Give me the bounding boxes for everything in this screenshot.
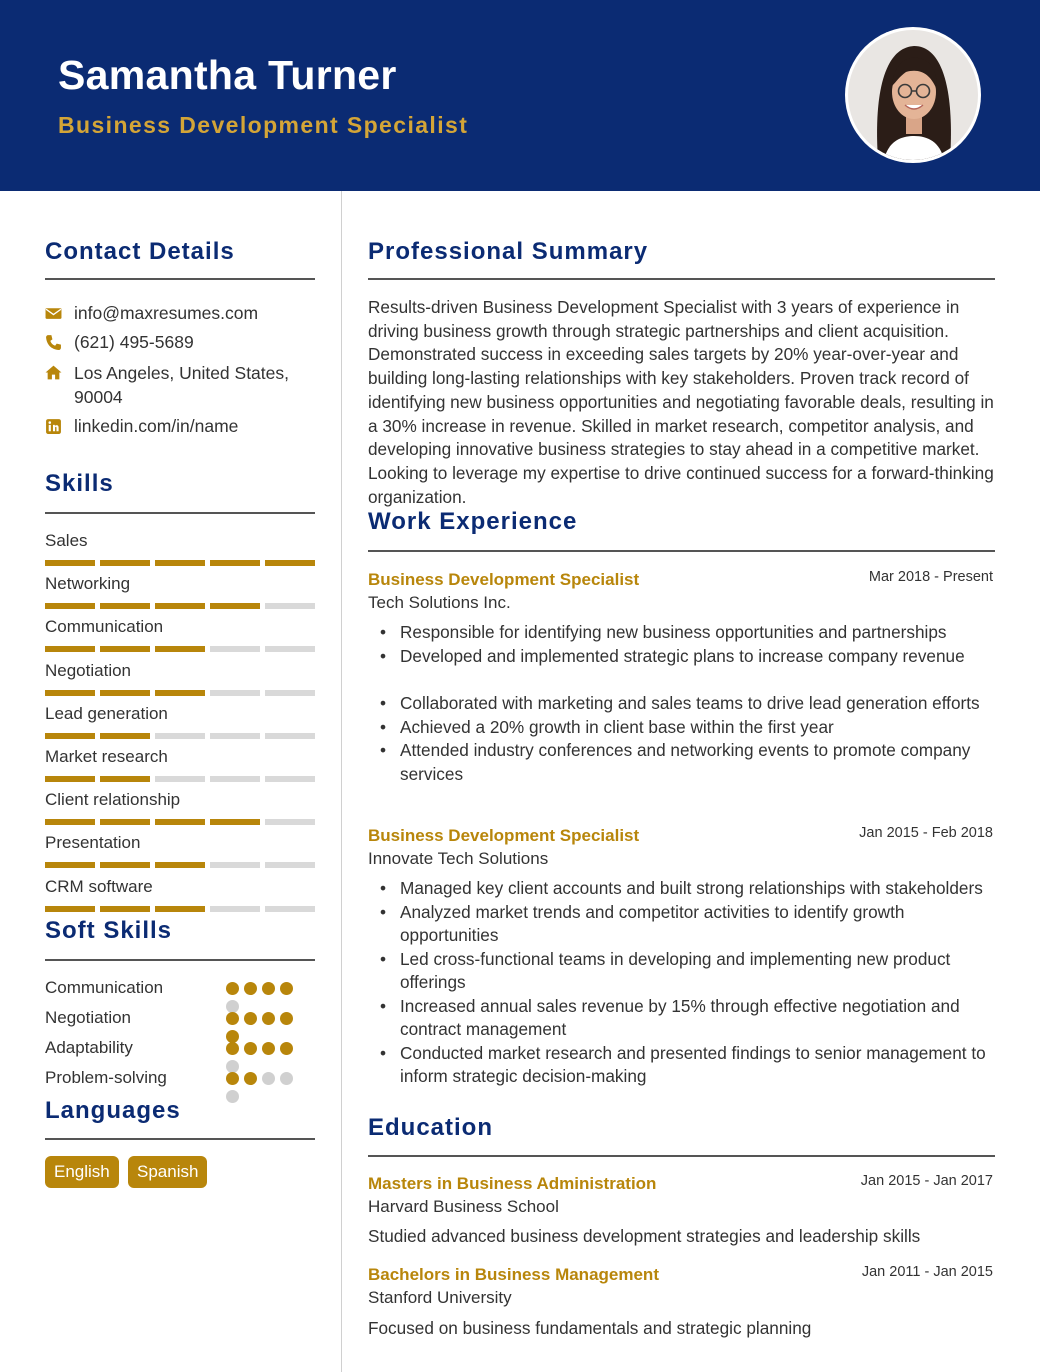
edu-desc: Focused on business fundamentals and strategic planning [368,1318,812,1338]
language-tag: English [45,1156,119,1188]
profile-photo-image [848,30,978,160]
rating-dot [226,982,239,995]
skill-level-segment [45,906,95,912]
skill-level-segment [210,560,260,566]
skill-name: CRM software [45,876,153,896]
contact-address-line2: 90004 [74,387,123,407]
skill-level-segment [210,776,260,782]
skill-level-segment [100,862,150,868]
job-date: Mar 2018 - Present [868,569,993,585]
skill-level-segment [45,862,95,868]
job-company: Tech Solutions Inc. [368,593,511,612]
soft-skill-name: Communication [45,978,164,997]
job-bullet: • Led cross-functional teams in developing and implementing new product offerings [368,948,996,995]
skill-level-segment [265,690,315,696]
skill-level-segment [265,560,315,566]
skill-level-segment [155,690,205,696]
rating-dot [262,1072,275,1085]
soft-skills-title: Soft Skills [45,917,173,944]
contact-title: Contact Details [45,238,235,265]
rating-dot [262,1042,275,1055]
edu-degree: Bachelors in Business Management [368,1265,659,1284]
skill-level-segment [155,862,205,868]
skills-rule [45,512,315,514]
skill-level-bar [45,646,315,652]
job-bullet: • Achieved a 20% growth in client base within the first year [368,716,996,740]
rating-dot [280,1012,293,1025]
soft-skills-rule [45,959,315,961]
contact-phone[interactable] [45,332,194,353]
summary-title: Professional Summary [368,238,649,265]
contact-address-line1: Los Angeles, United States, [74,363,289,383]
skill-level-segment [155,906,205,912]
edu-date: Jan 2011 - Jan 2015 [861,1264,993,1280]
soft-skill-rating [226,1012,296,1043]
rating-dot [244,1012,257,1025]
skill-level-segment [45,603,95,609]
rating-dot [262,982,275,995]
phone-icon [45,334,62,351]
skill-level-segment [45,690,95,696]
contact-linkedin-text: linkedin.com/in/name [74,416,239,436]
rating-dot [280,1042,293,1055]
education-title: Education [368,1114,494,1141]
experience-title: Work Experience [368,508,578,535]
skill-level-segment [155,819,205,825]
contact-email[interactable] [45,303,258,324]
soft-skill-name: Adaptability [45,1038,133,1057]
job-bullet: • Developed and implemented strategic plans to increase company revenue [368,645,996,669]
skill-level-segment [265,906,315,912]
rating-dot [262,1012,275,1025]
skill-level-segment [155,560,205,566]
skill-name: Sales [45,531,88,550]
job-date: Jan 2015 - Feb 2018 [859,825,993,841]
skill-level-segment [100,560,150,566]
skill-name: Presentation [45,833,141,853]
skill-level-segment [100,906,150,912]
skill-level-segment [210,819,260,825]
skill-level-bar [45,733,315,739]
soft-skill-name: Negotiation [45,1008,132,1027]
column-divider [341,191,342,1372]
skill-level-segment [45,560,95,566]
skill-level-segment [210,906,260,912]
soft-skill-rating [226,982,296,1013]
languages-title: Languages [45,1097,181,1124]
job-title: Business Development Specialist [368,570,640,589]
skill-level-segment [210,862,260,868]
skill-level-segment [265,733,315,739]
edu-desc: Studied advanced business development strategies and leadership skills [368,1226,921,1246]
skill-level-segment [210,733,260,739]
skill-name: Communication [45,617,164,637]
job-bullet: • Collaborated with marketing and sales teams to drive lead generation efforts [368,692,996,716]
skill-level-segment [265,603,315,609]
skill-name: Market research [45,747,168,766]
skill-level-segment [155,603,205,609]
summary-rule [368,278,995,280]
skill-level-bar [45,603,315,609]
rating-dot [244,1072,257,1085]
contact-address [45,362,289,409]
skill-level-segment [45,733,95,739]
skill-level-segment [155,646,205,652]
profile-photo [845,27,981,163]
edu-date: Jan 2015 - Jan 2017 [860,1173,993,1189]
skill-level-segment [100,776,150,782]
rating-dot [226,1072,239,1085]
skill-level-bar [45,819,315,825]
job-bullets [368,621,996,786]
rating-dot [226,1090,239,1103]
job-bullet: • Responsible for identifying new business opportunities and partnerships [368,621,996,645]
skill-name: Client relationship [45,790,181,810]
job-company: Innovate Tech Solutions [368,849,549,868]
edu-degree: Masters in Business Administration [368,1174,657,1193]
candidate-name: Samantha Turner [58,52,397,98]
education-rule [368,1155,995,1157]
candidate-role: Business Development Specialist [58,112,469,138]
job-bullet: • Managed key client accounts and built strong relationships with stakeholders [368,877,996,901]
rating-dot [280,1072,293,1085]
skill-name: Networking [45,574,131,594]
job-bullet: • Conducted market research and presented findings to senior management to inform strategic decision-making [368,1042,996,1089]
linkedin-icon [45,418,62,435]
skill-level-segment [100,819,150,825]
skill-level-segment [155,733,205,739]
job-bullet: • Increased annual sales revenue by 15% through effective negotiation and contract management [368,995,996,1042]
skill-level-bar [45,862,315,868]
skill-level-segment [210,690,260,696]
rating-dot [280,982,293,995]
skill-level-segment [100,690,150,696]
rating-dot [244,982,257,995]
rating-dot [226,1012,239,1025]
edu-school: Stanford University [368,1288,512,1307]
languages-rule [45,1138,315,1140]
edu-school: Harvard Business School [368,1197,559,1216]
job-bullet: • Attended industry conferences and networking events to promote company services [368,739,996,786]
skill-level-segment [210,646,260,652]
skill-level-segment [100,733,150,739]
skill-level-segment [265,819,315,825]
skill-level-segment [265,776,315,782]
soft-skill-rating [226,1042,296,1073]
skill-level-bar [45,560,315,566]
summary-text: Results-driven Business Development Specialist with 3 years of experience in driving business growth through strategic partnerships and client acquisition. Demonstrated success in exceeding sales targets by 20% year-over-year and building long-lasting relationships with key stakeholders. Proven track record of identifying new business opportunities and negotiating favorable deals, resulting in a 30% increase in revenue. Skilled in market research, competitor analysis, and developing innovative business strategies to stay ahead in a competitive market. Looking to leverage my expertise to drive continued success for a forward-thinking organization. [368,297,994,507]
skill-name: Lead generation [45,703,168,723]
home-icon [45,364,62,381]
job-bullet: • Analyzed market trends and competitor activities to identify growth opportunities [368,901,996,948]
skill-level-segment [45,776,95,782]
rating-dot [226,1042,239,1055]
skill-level-segment [265,862,315,868]
language-tag: Spanish [128,1156,207,1188]
experience-rule [368,550,995,552]
rating-dot [244,1042,257,1055]
skill-level-segment [100,646,150,652]
skill-name: Negotiation [45,660,132,680]
envelope-icon [45,305,62,322]
contact-phone-text: (621) 495-5689 [74,332,194,352]
soft-skill-rating [226,1072,296,1103]
skill-level-segment [45,646,95,652]
skill-level-bar [45,906,315,912]
job-title: Business Development Specialist [368,826,640,845]
contact-email-text: info@maxresumes.com [74,303,259,323]
skill-level-segment [210,603,260,609]
job-bullets [368,877,996,1089]
contact-rule [45,278,315,280]
contact-linkedin[interactable] [45,416,238,437]
skill-level-segment [155,776,205,782]
soft-skill-name: Problem-solving [45,1068,167,1087]
resume-header [0,0,1040,191]
skill-level-segment [45,819,95,825]
skill-level-bar [45,690,315,696]
skills-title: Skills [45,470,114,497]
skill-level-segment [265,646,315,652]
skill-level-bar [45,776,315,782]
skill-level-segment [100,603,150,609]
